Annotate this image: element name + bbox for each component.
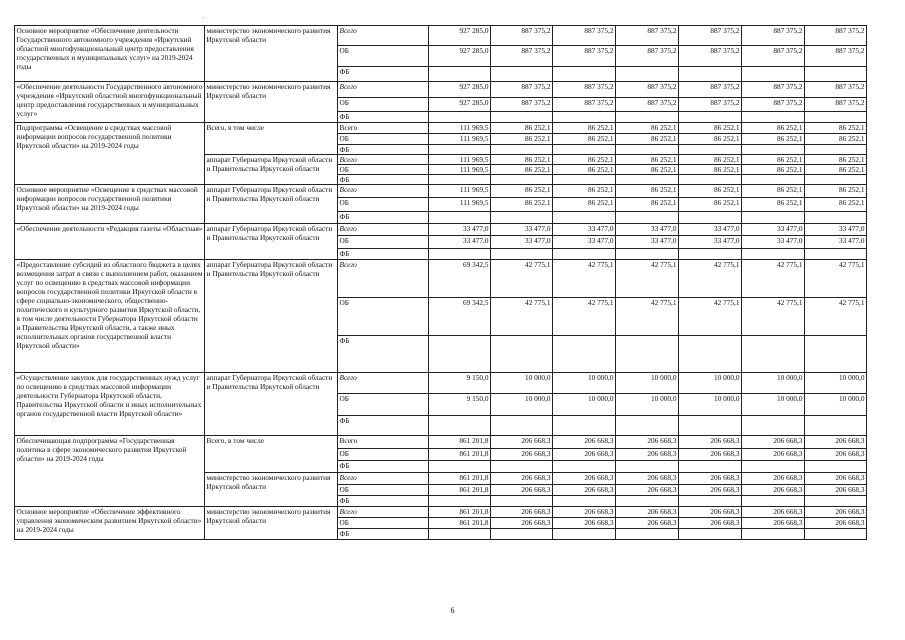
amount-cell: 206 668,3 xyxy=(553,518,616,529)
table-row xyxy=(15,185,867,198)
amount-cell: 33 477,0 xyxy=(616,224,679,236)
amount-cell xyxy=(491,461,553,473)
amount-cell xyxy=(679,461,742,473)
amount-cell: 33 477,0 xyxy=(429,224,491,236)
amount-cell: 887 375,2 xyxy=(679,98,742,112)
table-row xyxy=(15,436,867,449)
table-row xyxy=(15,123,867,134)
amount-cell: 86 252,1 xyxy=(491,198,553,212)
amount-cell xyxy=(491,416,553,436)
amount-cell: 887 375,2 xyxy=(616,98,679,112)
amount-cell: 206 668,3 xyxy=(616,518,679,529)
amount-cell: 206 668,3 xyxy=(805,436,867,449)
amount-cell xyxy=(805,112,867,123)
amount-cell xyxy=(805,145,867,155)
amount-cell: 206 668,3 xyxy=(742,485,805,496)
activity-description: Подпрограмма «Освещение в средствах массовой информации вопросов государственной политики Иркутской области» на 2019-2024 годы xyxy=(15,123,205,185)
funding-source-cell: ОБ xyxy=(338,518,429,529)
amount-cell: 10 000,0 xyxy=(805,373,867,394)
amount-cell xyxy=(742,67,805,82)
executor-cell: министерство экономического развития Иркутской области xyxy=(205,82,338,123)
amount-cell: 42 775,1 xyxy=(553,298,616,336)
amount-cell xyxy=(429,212,491,224)
amount-cell xyxy=(679,496,742,507)
funding-source-cell: Всего xyxy=(338,224,429,236)
amount-cell xyxy=(553,336,616,373)
amount-cell: 927 285,0 xyxy=(429,46,491,67)
amount-cell xyxy=(491,67,553,82)
funding-source-cell: ФБ xyxy=(338,529,429,540)
amount-cell: 86 252,1 xyxy=(679,185,742,198)
amount-cell xyxy=(429,496,491,507)
executor-cell: Всего, в том числе xyxy=(205,123,338,155)
amount-cell xyxy=(616,67,679,82)
amount-cell: 42 775,1 xyxy=(616,298,679,336)
amount-cell xyxy=(429,336,491,373)
amount-cell: 86 252,1 xyxy=(616,123,679,134)
amount-cell: 86 252,1 xyxy=(742,155,805,165)
table-row xyxy=(15,26,867,46)
amount-cell xyxy=(679,249,742,260)
activity-description: Основное мероприятие «Обеспечение эффективного управления экономическим развитием Иркутской области» на 2019-2024 годы xyxy=(15,507,205,540)
amount-cell: 33 477,0 xyxy=(491,236,553,249)
amount-cell: 10 000,0 xyxy=(491,394,553,416)
funding-source-cell: ОБ xyxy=(338,198,429,212)
amount-cell: 887 375,2 xyxy=(742,26,805,46)
amount-cell: 10 000,0 xyxy=(679,394,742,416)
funding-source-cell: Всего xyxy=(338,26,429,46)
funding-source-cell: ФБ xyxy=(338,461,429,473)
amount-cell: 10 000,0 xyxy=(616,373,679,394)
amount-cell xyxy=(491,175,553,185)
amount-cell: 42 775,1 xyxy=(616,260,679,298)
amount-cell: 206 668,3 xyxy=(491,436,553,449)
amount-cell: 887 375,2 xyxy=(679,26,742,46)
amount-cell: 887 375,2 xyxy=(491,26,553,46)
amount-cell xyxy=(805,416,867,436)
amount-cell xyxy=(553,112,616,123)
amount-cell: 927 285,0 xyxy=(429,26,491,46)
amount-cell: 42 775,1 xyxy=(679,298,742,336)
amount-cell xyxy=(679,529,742,540)
amount-cell xyxy=(429,145,491,155)
funding-source-cell: ФБ xyxy=(338,496,429,507)
amount-cell: 887 375,2 xyxy=(742,82,805,98)
amount-cell: 861 201,8 xyxy=(429,518,491,529)
amount-cell: 206 668,3 xyxy=(679,436,742,449)
amount-cell: 206 668,3 xyxy=(616,473,679,485)
funding-source-cell: ОБ xyxy=(338,134,429,145)
funding-source-cell: ОБ xyxy=(338,165,429,175)
amount-cell: 86 252,1 xyxy=(679,155,742,165)
funding-source-cell: Всего xyxy=(338,373,429,394)
executor-cell: министерство экономического развития Иркутской области xyxy=(205,26,338,82)
amount-cell: 927 285,0 xyxy=(429,98,491,112)
executor-cell: министерство экономического развития Иркутской области xyxy=(205,507,338,540)
amount-cell xyxy=(491,249,553,260)
amount-cell xyxy=(742,145,805,155)
amount-cell: 206 668,3 xyxy=(491,485,553,496)
funding-source-cell: ФБ xyxy=(338,336,429,373)
amount-cell: 9 150,0 xyxy=(429,373,491,394)
funding-source-cell: Всего xyxy=(338,507,429,518)
amount-cell: 206 668,3 xyxy=(742,507,805,518)
amount-cell xyxy=(616,175,679,185)
amount-cell xyxy=(553,212,616,224)
amount-cell: 206 668,3 xyxy=(616,449,679,461)
amount-cell: 887 375,2 xyxy=(616,46,679,67)
amount-cell: 111 969,5 xyxy=(429,155,491,165)
activity-description: Основное мероприятие «Освещение в средствах массовой информации вопросов государственной политики Иркутской области» на 2019-2024 годы xyxy=(15,185,205,224)
amount-cell: 86 252,1 xyxy=(553,165,616,175)
amount-cell: 10 000,0 xyxy=(679,373,742,394)
amount-cell xyxy=(805,529,867,540)
funding-source-cell: Всего xyxy=(338,436,429,449)
amount-cell: 206 668,3 xyxy=(742,473,805,485)
funding-source-cell: ОБ xyxy=(338,236,429,249)
amount-cell: 86 252,1 xyxy=(742,123,805,134)
amount-cell xyxy=(491,212,553,224)
amount-cell: 111 969,5 xyxy=(429,165,491,175)
amount-cell xyxy=(429,112,491,123)
scan-mark: ' xyxy=(203,17,205,23)
activity-description: «Обеспечение деятельности «Редакция газеты «Областная» xyxy=(15,224,205,260)
amount-cell: 42 775,1 xyxy=(742,298,805,336)
amount-cell: 33 477,0 xyxy=(805,224,867,236)
amount-cell xyxy=(553,461,616,473)
amount-cell: 887 375,2 xyxy=(805,26,867,46)
amount-cell xyxy=(805,249,867,260)
amount-cell: 861 201,8 xyxy=(429,436,491,449)
amount-cell xyxy=(616,496,679,507)
amount-cell: 86 252,1 xyxy=(616,155,679,165)
table-row xyxy=(15,507,867,518)
amount-cell: 861 201,8 xyxy=(429,507,491,518)
funding-source-cell: Всего xyxy=(338,473,429,485)
amount-cell xyxy=(679,175,742,185)
amount-cell: 69 342,5 xyxy=(429,260,491,298)
amount-cell: 206 668,3 xyxy=(679,507,742,518)
executor-cell: министерство экономического развития Иркутской области xyxy=(205,473,338,507)
amount-cell: 86 252,1 xyxy=(553,198,616,212)
amount-cell xyxy=(742,249,805,260)
amount-cell: 86 252,1 xyxy=(805,185,867,198)
amount-cell: 206 668,3 xyxy=(742,436,805,449)
amount-cell: 86 252,1 xyxy=(553,155,616,165)
amount-cell: 206 668,3 xyxy=(805,473,867,485)
amount-cell xyxy=(616,336,679,373)
amount-cell: 86 252,1 xyxy=(616,185,679,198)
amount-cell: 887 375,2 xyxy=(553,26,616,46)
amount-cell: 206 668,3 xyxy=(679,473,742,485)
amount-cell: 33 477,0 xyxy=(679,236,742,249)
amount-cell: 111 969,5 xyxy=(429,134,491,145)
amount-cell: 86 252,1 xyxy=(491,123,553,134)
amount-cell xyxy=(742,175,805,185)
amount-cell: 111 969,5 xyxy=(429,123,491,134)
amount-cell: 887 375,2 xyxy=(679,46,742,67)
budget-table xyxy=(14,25,867,540)
amount-cell: 10 000,0 xyxy=(553,394,616,416)
amount-cell xyxy=(491,112,553,123)
amount-cell: 86 252,1 xyxy=(616,198,679,212)
funding-source-cell: Всего xyxy=(338,155,429,165)
amount-cell: 86 252,1 xyxy=(616,134,679,145)
amount-cell xyxy=(805,212,867,224)
amount-cell: 86 252,1 xyxy=(805,165,867,175)
amount-cell: 86 252,1 xyxy=(616,165,679,175)
amount-cell: 86 252,1 xyxy=(553,134,616,145)
funding-source-cell: ФБ xyxy=(338,249,429,260)
amount-cell: 86 252,1 xyxy=(742,185,805,198)
amount-cell: 86 252,1 xyxy=(679,198,742,212)
funding-source-cell: ОБ xyxy=(338,98,429,112)
amount-cell: 86 252,1 xyxy=(491,155,553,165)
amount-cell: 887 375,2 xyxy=(805,98,867,112)
amount-cell: 86 252,1 xyxy=(742,198,805,212)
amount-cell: 42 775,1 xyxy=(491,260,553,298)
amount-cell: 887 375,2 xyxy=(553,82,616,98)
amount-cell: 33 477,0 xyxy=(805,236,867,249)
activity-description: «Предоставление субсидий из областного бюджета в целях возмещения затрат в связи с выполнением работ, оказанием услуг по освещению в средствах массовой информации вопросов государственной политики Иркутской области в сфере социально-экономического, общественно-политического и культурного развития Иркутской области, в том числе деятельности Губернатора Иркутской области и Правительства Иркутской области, а также иных исполнительных органов государственной власти Иркутской области» xyxy=(15,260,205,373)
amount-cell xyxy=(429,461,491,473)
amount-cell: 206 668,3 xyxy=(553,449,616,461)
amount-cell: 206 668,3 xyxy=(805,449,867,461)
amount-cell: 86 252,1 xyxy=(491,185,553,198)
amount-cell: 206 668,3 xyxy=(553,485,616,496)
funding-source-cell: Всего xyxy=(338,260,429,298)
amount-cell: 86 252,1 xyxy=(679,134,742,145)
funding-source-cell: Всего xyxy=(338,123,429,134)
amount-cell: 206 668,3 xyxy=(742,518,805,529)
executor-cell: аппарат Губернатора Иркутской области и Правительства Иркутской области xyxy=(205,185,338,224)
funding-source-cell: ФБ xyxy=(338,175,429,185)
amount-cell: 206 668,3 xyxy=(805,507,867,518)
amount-cell xyxy=(679,112,742,123)
amount-cell: 42 775,1 xyxy=(742,260,805,298)
amount-cell: 887 375,2 xyxy=(742,98,805,112)
amount-cell: 887 375,2 xyxy=(679,82,742,98)
amount-cell: 887 375,2 xyxy=(491,82,553,98)
funding-source-cell: Всего xyxy=(338,185,429,198)
amount-cell xyxy=(616,529,679,540)
amount-cell: 69 342,5 xyxy=(429,298,491,336)
funding-source-cell: ФБ xyxy=(338,145,429,155)
amount-cell xyxy=(679,145,742,155)
amount-cell xyxy=(805,496,867,507)
amount-cell: 33 477,0 xyxy=(429,236,491,249)
amount-cell: 9 150,0 xyxy=(429,394,491,416)
amount-cell xyxy=(742,212,805,224)
amount-cell xyxy=(429,175,491,185)
table-row xyxy=(15,224,867,236)
page-number: 6 xyxy=(450,606,455,615)
amount-cell xyxy=(742,529,805,540)
amount-cell: 206 668,3 xyxy=(616,485,679,496)
amount-cell xyxy=(742,496,805,507)
amount-cell: 206 668,3 xyxy=(679,518,742,529)
amount-cell xyxy=(553,416,616,436)
amount-cell: 86 252,1 xyxy=(679,123,742,134)
amount-cell: 887 375,2 xyxy=(805,46,867,67)
amount-cell: 206 668,3 xyxy=(805,518,867,529)
executor-cell: Всего, в том числе xyxy=(205,436,338,473)
amount-cell: 42 775,1 xyxy=(491,298,553,336)
amount-cell: 887 375,2 xyxy=(553,46,616,67)
amount-cell: 206 668,3 xyxy=(491,518,553,529)
amount-cell: 86 252,1 xyxy=(553,185,616,198)
amount-cell: 887 375,2 xyxy=(491,98,553,112)
amount-cell: 33 477,0 xyxy=(742,236,805,249)
amount-cell: 10 000,0 xyxy=(805,394,867,416)
executor-cell: аппарат Губернатора Иркутской области и Правительства Иркутской области xyxy=(205,373,338,436)
amount-cell: 33 477,0 xyxy=(491,224,553,236)
amount-cell: 861 201,8 xyxy=(429,485,491,496)
amount-cell xyxy=(679,67,742,82)
amount-cell: 42 775,1 xyxy=(679,260,742,298)
funding-source-cell: ОБ xyxy=(338,449,429,461)
amount-cell xyxy=(616,461,679,473)
amount-cell xyxy=(429,67,491,82)
amount-cell xyxy=(553,249,616,260)
amount-cell: 86 252,1 xyxy=(805,134,867,145)
amount-cell xyxy=(553,175,616,185)
amount-cell xyxy=(679,212,742,224)
amount-cell: 206 668,3 xyxy=(491,449,553,461)
activity-description: Обеспечивающая подпрограмма «Государственная политика в сфере экономического развития Иркутской области» на 2019-2024 годы xyxy=(15,436,205,507)
amount-cell xyxy=(805,336,867,373)
amount-cell: 861 201,8 xyxy=(429,473,491,485)
amount-cell: 86 252,1 xyxy=(491,134,553,145)
amount-cell: 86 252,1 xyxy=(805,155,867,165)
amount-cell xyxy=(742,336,805,373)
budget-table-sheet xyxy=(14,25,866,540)
amount-cell: 887 375,2 xyxy=(616,82,679,98)
funding-source-cell: ОБ xyxy=(338,394,429,416)
amount-cell: 10 000,0 xyxy=(742,394,805,416)
amount-cell: 86 252,1 xyxy=(742,134,805,145)
amount-cell: 33 477,0 xyxy=(742,224,805,236)
amount-cell: 10 000,0 xyxy=(491,373,553,394)
amount-cell xyxy=(742,461,805,473)
table-row xyxy=(15,260,867,298)
executor-cell: аппарат Губернатора Иркутской области и Правительства Иркутской области xyxy=(205,260,338,373)
amount-cell: 206 668,3 xyxy=(553,473,616,485)
amount-cell xyxy=(429,529,491,540)
amount-cell xyxy=(553,496,616,507)
amount-cell: 86 252,1 xyxy=(805,123,867,134)
amount-cell: 10 000,0 xyxy=(742,373,805,394)
amount-cell: 10 000,0 xyxy=(616,394,679,416)
amount-cell: 33 477,0 xyxy=(679,224,742,236)
funding-source-cell: ФБ xyxy=(338,112,429,123)
amount-cell: 206 668,3 xyxy=(553,507,616,518)
amount-cell: 86 252,1 xyxy=(805,198,867,212)
amount-cell: 206 668,3 xyxy=(679,485,742,496)
amount-cell xyxy=(679,416,742,436)
amount-cell: 206 668,3 xyxy=(491,507,553,518)
amount-cell xyxy=(805,461,867,473)
amount-cell xyxy=(491,336,553,373)
amount-cell xyxy=(553,67,616,82)
amount-cell: 42 775,1 xyxy=(805,298,867,336)
funding-source-cell: Всего xyxy=(338,82,429,98)
activity-description: «Обеспечение деятельности Государственного автономного учреждения «Иркутский областной многофункциональный центр предоставления государственных и муниципальных услуг» xyxy=(15,82,205,123)
table-row xyxy=(15,82,867,98)
amount-cell: 86 252,1 xyxy=(679,165,742,175)
amount-cell xyxy=(616,249,679,260)
amount-cell: 206 668,3 xyxy=(553,436,616,449)
amount-cell: 927 285,0 xyxy=(429,82,491,98)
amount-cell: 111 969,5 xyxy=(429,185,491,198)
amount-cell: 33 477,0 xyxy=(616,236,679,249)
amount-cell xyxy=(616,145,679,155)
amount-cell xyxy=(491,145,553,155)
amount-cell: 33 477,0 xyxy=(553,236,616,249)
executor-cell: аппарат Губернатора Иркутской области и Правительства Иркутской области xyxy=(205,224,338,260)
activity-description: «Осуществление закупок для государственных нужд услуг по освещению в средствах массовой информации деятельности Губернатора Иркутской области, Правительства Иркутской области и иных исполнительных органов государственной власти Иркутской области» xyxy=(15,373,205,436)
amount-cell xyxy=(491,496,553,507)
amount-cell: 86 252,1 xyxy=(553,123,616,134)
amount-cell xyxy=(491,529,553,540)
amount-cell: 206 668,3 xyxy=(616,436,679,449)
amount-cell: 887 375,2 xyxy=(742,46,805,67)
funding-source-cell: ФБ xyxy=(338,416,429,436)
amount-cell xyxy=(429,249,491,260)
amount-cell: 887 375,2 xyxy=(805,82,867,98)
amount-cell: 111 969,5 xyxy=(429,198,491,212)
amount-cell: 10 000,0 xyxy=(553,373,616,394)
amount-cell xyxy=(429,416,491,436)
amount-cell: 86 252,1 xyxy=(742,165,805,175)
amount-cell: 42 775,1 xyxy=(553,260,616,298)
amount-cell: 861 201,8 xyxy=(429,449,491,461)
amount-cell: 887 375,2 xyxy=(616,26,679,46)
amount-cell: 86 252,1 xyxy=(491,165,553,175)
amount-cell xyxy=(616,212,679,224)
funding-source-cell: ФБ xyxy=(338,212,429,224)
amount-cell: 33 477,0 xyxy=(553,224,616,236)
funding-source-cell: ОБ xyxy=(338,46,429,67)
amount-cell xyxy=(616,112,679,123)
amount-cell xyxy=(742,416,805,436)
amount-cell: 206 668,3 xyxy=(679,449,742,461)
amount-cell xyxy=(616,416,679,436)
amount-cell xyxy=(805,67,867,82)
amount-cell xyxy=(679,336,742,373)
amount-cell: 206 668,3 xyxy=(616,507,679,518)
amount-cell: 206 668,3 xyxy=(742,449,805,461)
funding-source-cell: ФБ xyxy=(338,67,429,82)
funding-source-cell: ОБ xyxy=(338,485,429,496)
table-row xyxy=(15,373,867,394)
amount-cell xyxy=(742,112,805,123)
amount-cell xyxy=(553,145,616,155)
executor-cell: аппарат Губернатора Иркутской области и Правительства Иркутской области xyxy=(205,155,338,185)
amount-cell: 887 375,2 xyxy=(491,46,553,67)
amount-cell: 206 668,3 xyxy=(805,485,867,496)
amount-cell: 887 375,2 xyxy=(553,98,616,112)
amount-cell: 206 668,3 xyxy=(491,473,553,485)
amount-cell xyxy=(553,529,616,540)
activity-description: Основное мероприятие «Обеспечение деятельности Государственного автономного учреждения «Иркутский областной многофункциональный центр предоставления государственных и муниципальных услуг» на 2019-2024 годы xyxy=(15,26,205,82)
amount-cell xyxy=(805,175,867,185)
amount-cell: 42 775,1 xyxy=(805,260,867,298)
funding-source-cell: ОБ xyxy=(338,298,429,336)
